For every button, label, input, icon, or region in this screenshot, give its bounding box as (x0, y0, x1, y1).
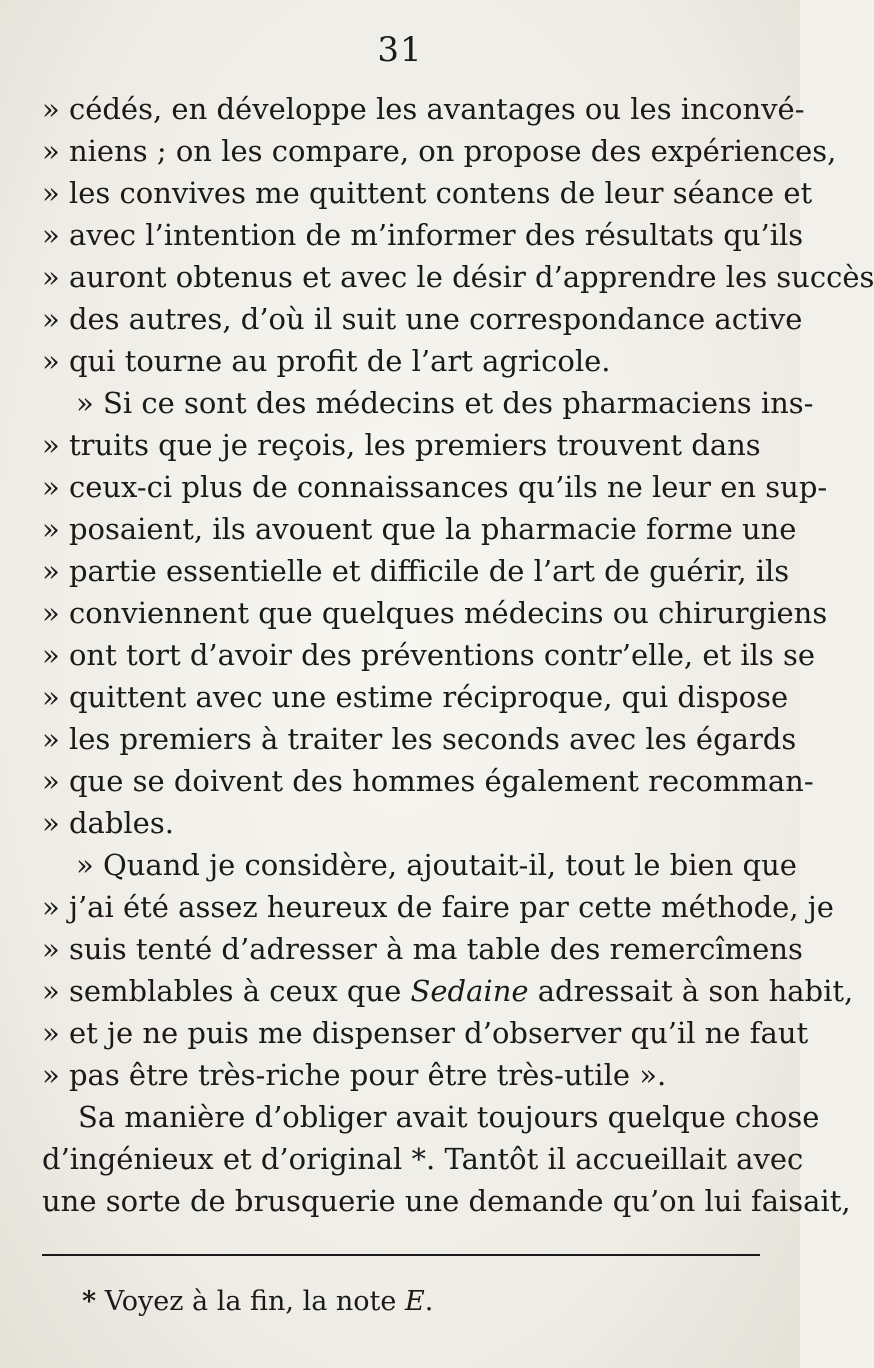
text-line: » et je ne puis me dispenser d’observer qu’il ne faut (42, 1016, 809, 1050)
text-line: » Si ce sont des médecins et des pharmaciens ins- (76, 386, 814, 420)
text-line: » que se doivent des hommes également recomman- (42, 764, 814, 798)
text-line: » des autres, d’où il suit une correspondance active (42, 302, 803, 336)
footnote-mark: * (82, 1286, 97, 1317)
text-line: » ont tort d’avoir des préventions contr’elle, et ils se (42, 638, 816, 672)
text-line: d’ingénieux et d’original *. Tantôt il accueillait avec (42, 1142, 804, 1176)
text-line: » partie essentielle et difficile de l’art de guérir, ils (42, 554, 790, 588)
text-segment: » semblables à ceux que (42, 974, 402, 1008)
text-line: » auront obtenus et avec le désir d’apprendre les succès (42, 260, 874, 294)
text-segment: adressait à son habit, (537, 974, 854, 1008)
text-line: » posaient, ils avouent que la pharmacie forme une (42, 512, 797, 546)
text-line: » cédés, en développe les avantages ou les inconvé- (42, 92, 805, 126)
footnote-text: Voyez à la fin, la note (104, 1286, 397, 1317)
body-text (42, 88, 874, 1222)
text-line: » les convives me quittent contens de leur séance et (42, 176, 813, 210)
footnote-period: . (424, 1286, 434, 1317)
text-line: » truits que je reçois, les premiers trouvent dans (42, 428, 761, 462)
footnote-note-letter: E (404, 1286, 425, 1317)
text-line: une sorte de brusquerie une demande qu’on lui faisait, (42, 1184, 851, 1218)
text-line: » avec l’intention de m’informer des résultats qu’ils (42, 218, 804, 252)
text-line-mixed (42, 970, 854, 1012)
text-line: » qui tourne au profit de l’art agricole. (42, 344, 611, 378)
text-line: » niens ; on les compare, on propose des expériences, (42, 134, 837, 168)
text-line: » ceux-ci plus de connaissances qu’ils ne leur en sup- (42, 470, 828, 504)
text-line: » j’ai été assez heureux de faire par cette méthode, je (42, 890, 834, 924)
footnote-divider (42, 1254, 760, 1256)
text-line: » les premiers à traiter les seconds avec les égards (42, 722, 797, 756)
page-number: 31 (377, 30, 423, 70)
text-line: » dables. (42, 806, 174, 840)
text-line: Sa manière d’obliger avait toujours quelque chose (78, 1100, 820, 1134)
italic-name: Sedaine (410, 974, 529, 1008)
text-line: » quittent avec une estime réciproque, qui dispose (42, 680, 789, 714)
text-line: » suis tenté d’adresser à ma table des remercîmens (42, 932, 803, 966)
text-line: » conviennent que quelques médecins ou chirurgiens (42, 596, 828, 630)
text-line: » Quand je considère, ajoutait-il, tout le bien que (76, 848, 797, 882)
text-line: » pas être très-riche pour être très-utile ». (42, 1058, 667, 1092)
footnote (82, 1284, 433, 1320)
